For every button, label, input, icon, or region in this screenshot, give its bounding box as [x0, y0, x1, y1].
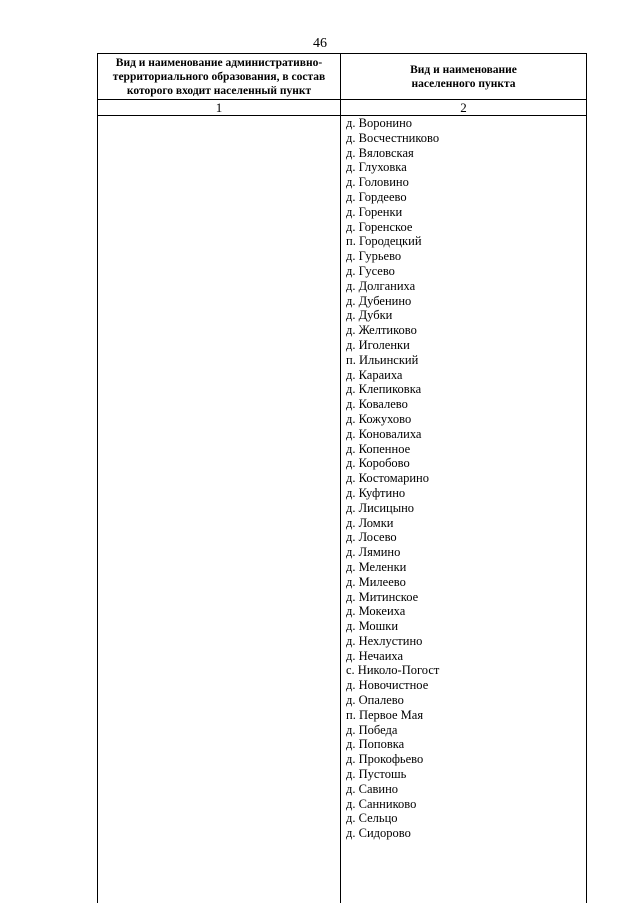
list-item: д. Победа: [346, 722, 398, 737]
table-header-row: [97, 54, 587, 100]
list-item: д. Долганиха: [346, 278, 416, 293]
list-item: д. Поповка: [346, 737, 405, 752]
list-item: д. Клепиковка: [346, 382, 422, 397]
page-number: 46: [313, 36, 327, 51]
list-item: д. Горенское: [346, 219, 413, 234]
list-item: д. Митинское: [346, 589, 419, 604]
list-item: д. Лосево: [346, 530, 397, 545]
list-item: д. Санниково: [346, 796, 417, 811]
list-item: д. Мокеиха: [346, 604, 406, 619]
list-item: д. Пустошь: [346, 767, 407, 782]
list-item: д. Гордеево: [346, 189, 407, 204]
list-item: д. Желтиково: [346, 323, 417, 338]
list-item: д. Иголенки: [346, 337, 410, 352]
list-item: д. Караиха: [346, 367, 403, 382]
list-item: д. Воронино: [346, 116, 413, 130]
list-item: д. Милеево: [346, 574, 406, 589]
list-item: д. Савино: [346, 781, 399, 796]
table-body-row: [97, 116, 587, 903]
header-settlement: Вид и наименование населенного пункта: [341, 54, 587, 99]
list-item: д. Новочистное: [346, 678, 429, 693]
list-item: д. Восчестниково: [346, 130, 440, 145]
list-item: д. Вяловская: [346, 145, 414, 160]
list-item: д. Нечаиха: [346, 648, 404, 663]
list-item: д. Коновалиха: [346, 426, 422, 441]
list-item: д. Прокофьево: [346, 752, 424, 767]
list-item: д. Глуховка: [346, 160, 407, 175]
list-item: д. Сельцо: [346, 811, 398, 826]
column-number-row: [97, 100, 587, 116]
header-admin-unit: Вид и наименование административно- территориального образования, в состав которого входит населенный пункт: [97, 54, 341, 99]
list-item: д. Горенки: [346, 204, 403, 219]
list-item: д. Головино: [346, 175, 409, 190]
list-item: д. Куфтино: [346, 485, 406, 500]
list-item: д. Сидорово: [346, 826, 411, 841]
list-item: д. Лисицыно: [346, 500, 415, 515]
column-number-2: 2: [341, 100, 587, 115]
list-item: д. Меленки: [346, 559, 407, 574]
settlement-list: [341, 116, 587, 903]
list-item: п. Первое Мая: [346, 707, 424, 722]
list-item: д. Гусево: [346, 263, 395, 278]
list-item: д. Дубки: [346, 308, 393, 323]
settlements-table: [97, 53, 587, 903]
list-item: д. Коробово: [346, 456, 410, 471]
admin-unit-cell: [97, 116, 341, 903]
list-item: д. Гурьево: [346, 249, 402, 264]
list-item: д. Дубенино: [346, 293, 412, 308]
list-item: д. Нехлустино: [346, 633, 423, 648]
list-item: с. Николо-Погост: [346, 663, 440, 678]
list-item: д. Мошки: [346, 619, 399, 634]
list-item: д. Костомарино: [346, 471, 429, 486]
list-item: д. Лямино: [346, 545, 401, 560]
list-item: д. Копенное: [346, 441, 411, 456]
list-item: п. Ильинский: [346, 352, 419, 367]
list-item: д. Опалево: [346, 693, 404, 708]
list-item: д. Ковалево: [346, 397, 408, 412]
list-item: д. Кожухово: [346, 411, 412, 426]
column-number-1: 1: [97, 100, 341, 115]
list-item: п. Городецкий: [346, 234, 422, 249]
list-item: д. Ломки: [346, 515, 394, 530]
